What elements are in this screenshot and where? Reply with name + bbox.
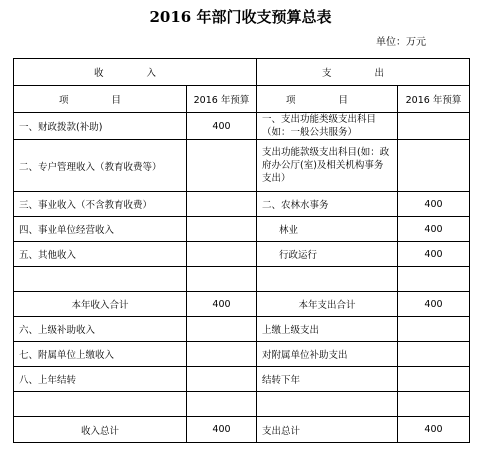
income-budget-cell — [187, 242, 257, 267]
table-row — [14, 367, 470, 392]
expense-item-cell: 对附属单位补助支出 — [257, 342, 398, 367]
expense-section-header: 支 出 — [257, 59, 470, 86]
income-item-cell: 五、其他收入 — [14, 242, 187, 267]
expense-item-cell: 上缴上级支出 — [257, 317, 398, 342]
header-row-section — [14, 59, 470, 86]
income-budget-cell — [187, 342, 257, 367]
table-row — [14, 242, 470, 267]
expense-item-cell: 一、支出功能类级支出科目（如：一般公共服务） — [257, 113, 398, 140]
income-item-cell: 六、上级补助收入 — [14, 317, 187, 342]
expense-item-cell: 二、农林水事务 — [257, 192, 398, 217]
expense-budget-header: 2016 年预算 — [398, 86, 470, 113]
income-budget-header: 2016 年预算 — [187, 86, 257, 113]
header-row-columns — [14, 86, 470, 113]
income-budget-cell — [187, 217, 257, 242]
income-budget-cell: 400 — [187, 417, 257, 443]
expense-item-cell: 支出功能款级支出科目(如：政府办公厅(室)及相关机构事务支出） — [257, 140, 398, 192]
table-row — [14, 342, 470, 367]
income-section-header: 收 入 — [14, 59, 257, 86]
income-budget-cell — [187, 140, 257, 192]
expense-item-cell — [257, 392, 398, 417]
income-budget-cell — [187, 367, 257, 392]
income-item-cell — [14, 267, 187, 292]
income-item-cell: 三、事业收入（不含教育收费） — [14, 192, 187, 217]
income-item-cell: 本年收入合计 — [14, 292, 187, 317]
expense-item-header: 项 目 — [257, 86, 398, 113]
income-item-cell: 二、专户管理收入（教育收费等） — [14, 140, 187, 192]
income-item-header: 项 目 — [14, 86, 187, 113]
income-budget-cell — [187, 267, 257, 292]
table-row-subtotal — [14, 292, 470, 317]
expense-budget-cell — [398, 140, 470, 192]
expense-budget-cell — [398, 342, 470, 367]
expense-budget-cell — [398, 113, 470, 140]
table-row — [14, 113, 470, 140]
table-row — [14, 317, 470, 342]
income-item-cell: 收入总计 — [14, 417, 187, 443]
income-item-cell: 七、附属单位上缴收入 — [14, 342, 187, 367]
income-item-cell — [14, 392, 187, 417]
expense-budget-cell: 400 — [398, 417, 470, 443]
table-row — [14, 217, 470, 242]
income-item-cell: 八、上年结转 — [14, 367, 187, 392]
income-budget-cell: 400 — [187, 113, 257, 140]
table-row — [14, 392, 470, 417]
budget-table — [13, 58, 470, 443]
expense-budget-cell — [398, 392, 470, 417]
income-item-cell: 四、事业单位经营收入 — [14, 217, 187, 242]
expense-item-cell: 本年支出合计 — [257, 292, 398, 317]
page-title: 2016 年部门收支预算总表 — [149, 8, 332, 26]
income-budget-cell — [187, 392, 257, 417]
expense-budget-cell — [398, 367, 470, 392]
table-row-total — [14, 417, 470, 443]
table-row — [14, 140, 470, 192]
expense-budget-cell: 400 — [398, 192, 470, 217]
expense-item-cell: 林业 — [257, 217, 398, 242]
table-row — [14, 192, 470, 217]
expense-budget-cell: 400 — [398, 292, 470, 317]
expense-item-cell: 支出总计 — [257, 417, 398, 443]
income-item-cell: 一、财政拨款(补助) — [14, 113, 187, 140]
expense-budget-cell: 400 — [398, 217, 470, 242]
income-budget-cell — [187, 317, 257, 342]
income-budget-cell — [187, 192, 257, 217]
income-budget-cell: 400 — [187, 292, 257, 317]
table-row — [14, 267, 470, 292]
expense-budget-cell — [398, 317, 470, 342]
unit-label: 单位：万元 — [376, 37, 426, 48]
expense-item-cell: 结转下年 — [257, 367, 398, 392]
expense-item-cell — [257, 267, 398, 292]
expense-item-cell: 行政运行 — [257, 242, 398, 267]
expense-budget-cell — [398, 267, 470, 292]
expense-budget-cell: 400 — [398, 242, 470, 267]
